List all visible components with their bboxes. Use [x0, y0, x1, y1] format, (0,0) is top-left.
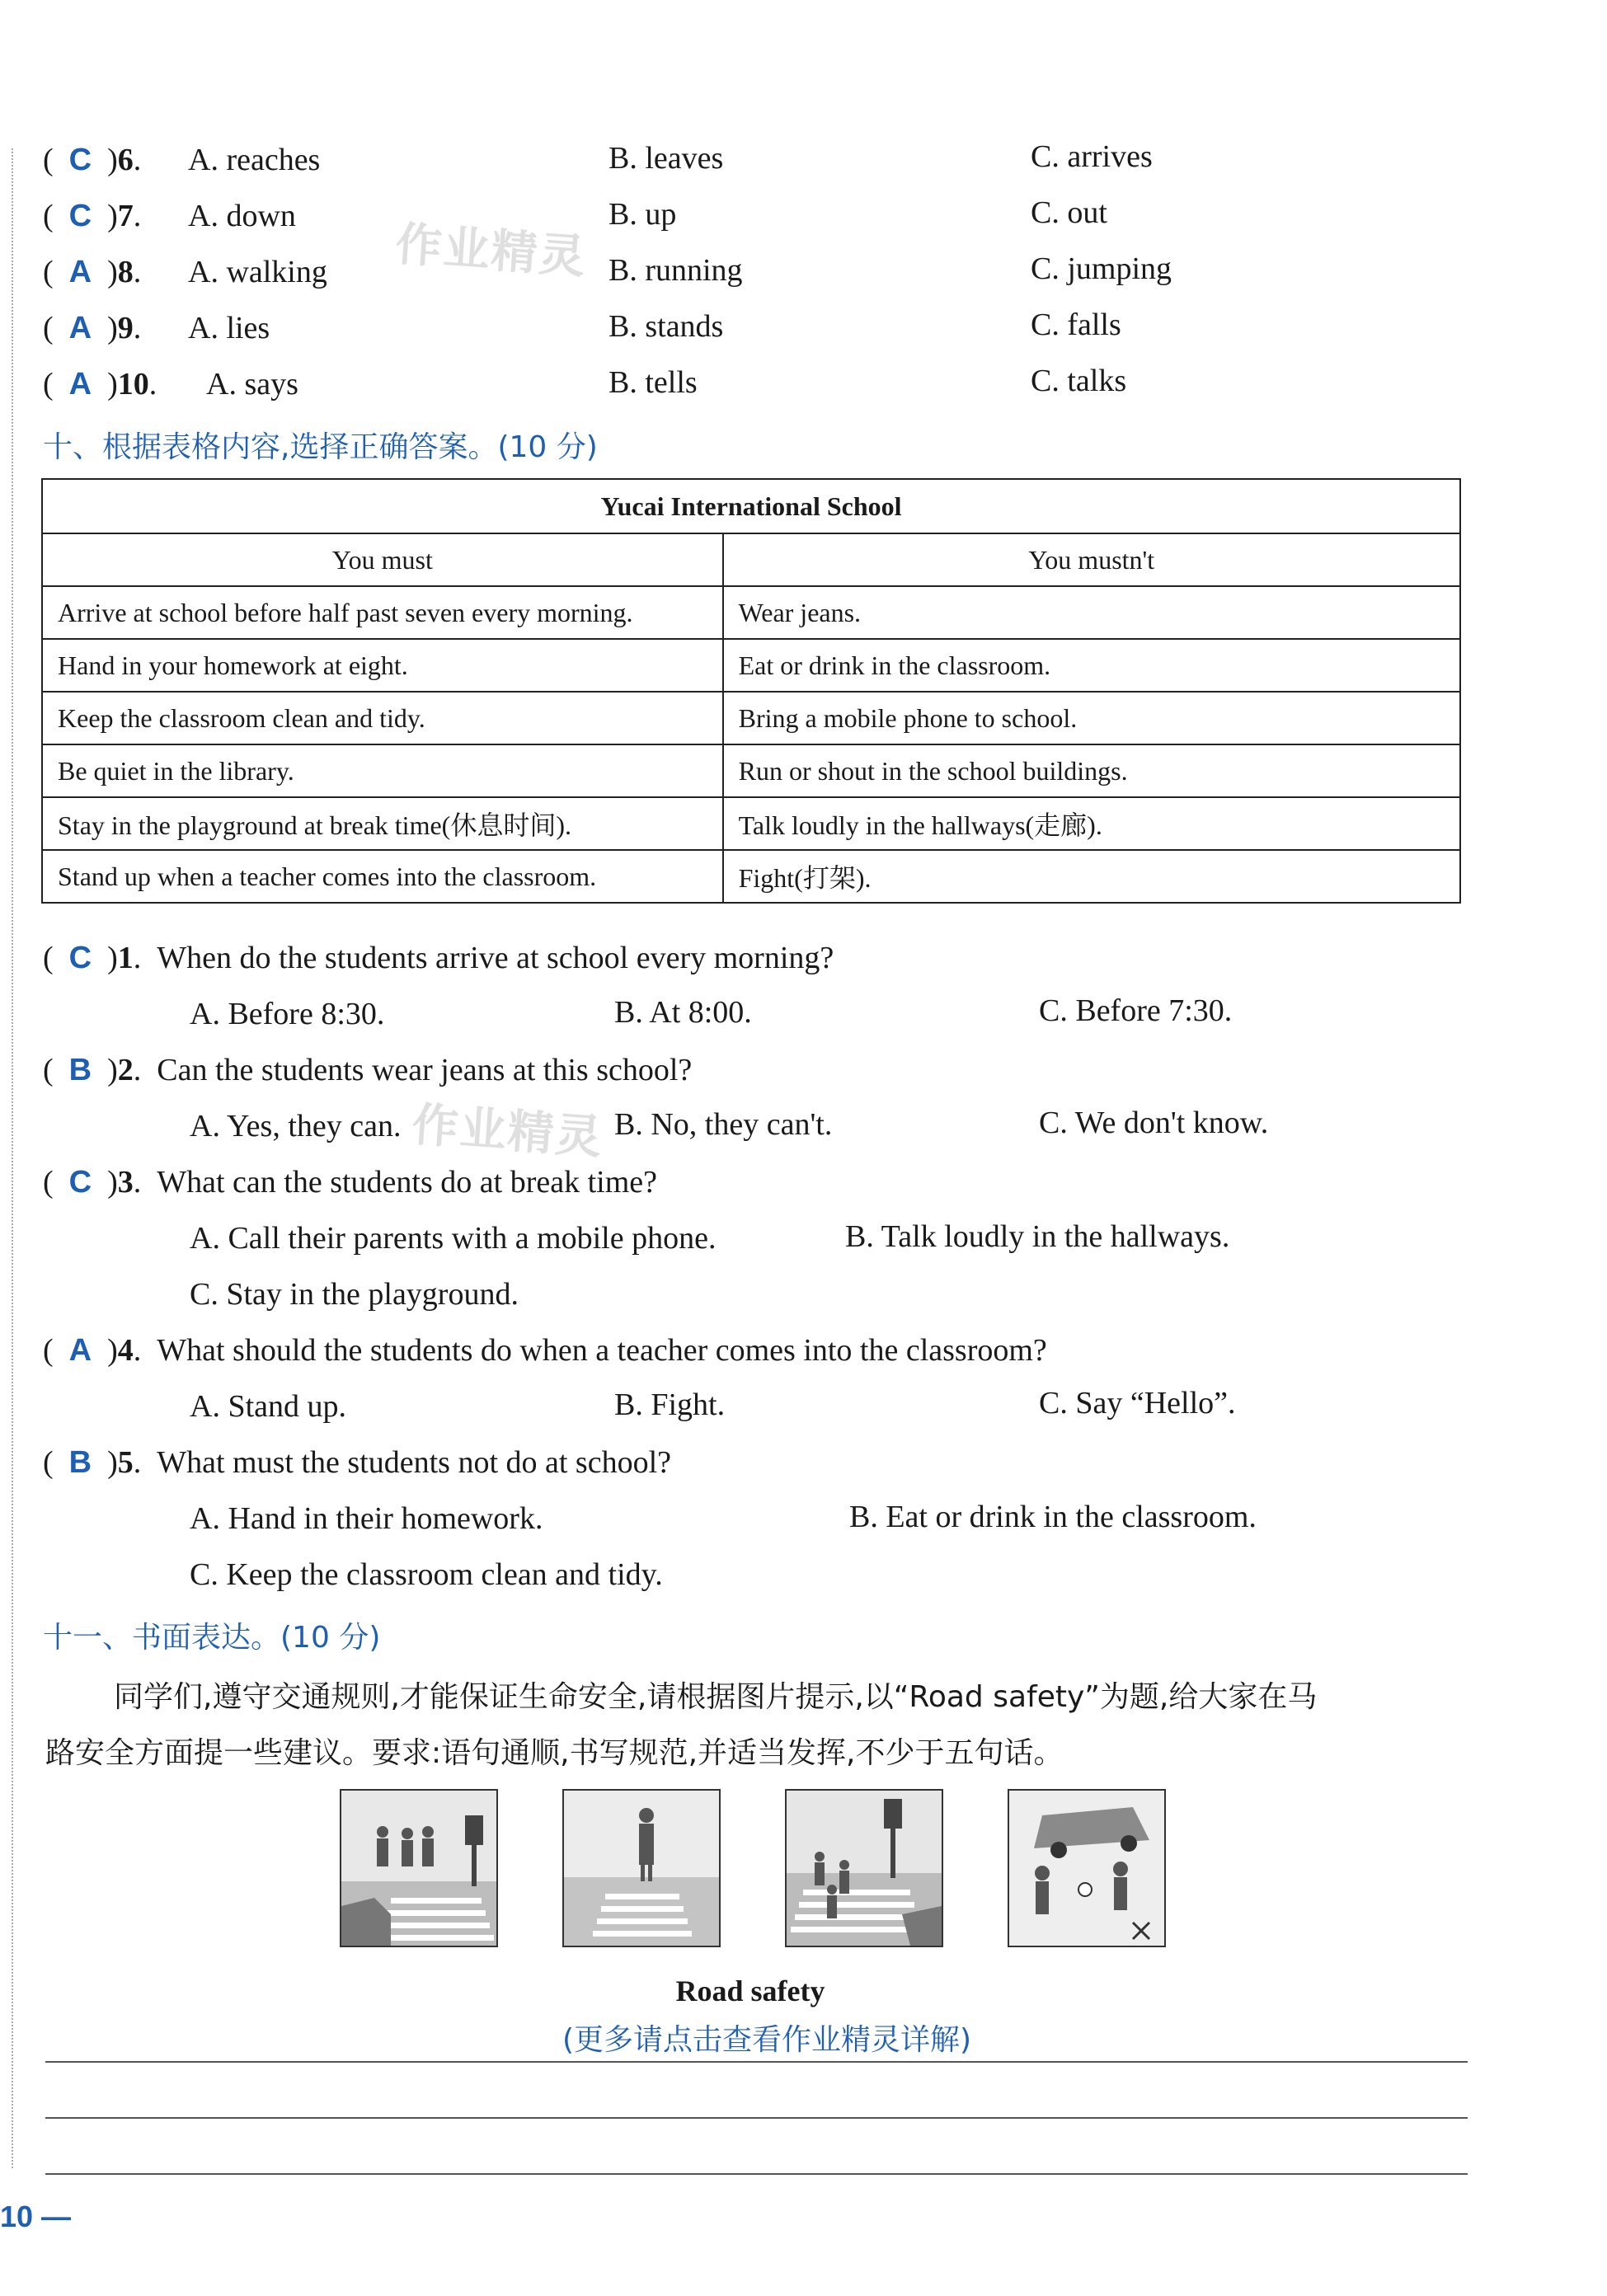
writing-line[interactable]: [45, 2117, 1468, 2119]
question-row: ( B )2. Can the students wear jeans at this school?: [43, 1053, 693, 1087]
road-crossing-illustration: [341, 1791, 496, 1946]
option-b: B. At 8:00.: [614, 995, 752, 1030]
mustnt-cell: Run or shout in the school buildings.: [723, 744, 1460, 797]
table-row: [42, 797, 1460, 850]
girl-crossing-illustration: [564, 1791, 719, 1946]
option-a: A. says: [206, 367, 298, 401]
must-cell: Hand in your homework at eight.: [42, 639, 723, 692]
table-row: [42, 850, 1460, 903]
option-a: A. Before 8:30.: [190, 997, 385, 1031]
option-b: B. Talk loudly in the hallways.: [845, 1219, 1230, 1254]
option-c: C. Stay in the playground.: [190, 1277, 519, 1312]
question-row: ( B )5. What must the students not do at school?: [43, 1445, 671, 1480]
table-title: Yucai International School: [42, 479, 1460, 533]
option-c: C. falls: [1031, 308, 1121, 342]
option-c: C. arrives: [1031, 139, 1153, 174]
picture-crossing-wait: [340, 1789, 498, 1947]
option-b: B. Fight.: [614, 1387, 726, 1422]
option-a: A. reaches: [188, 143, 321, 177]
question-number: 5: [117, 1445, 134, 1480]
question-number: 3: [117, 1165, 134, 1200]
column-header-mustnt: You mustn't: [723, 533, 1460, 586]
writing-line[interactable]: [45, 2061, 1468, 2063]
question-text: What can the students do at break time?: [157, 1165, 657, 1200]
traffic-light-illustration: [787, 1791, 942, 1946]
question-number: 1: [117, 941, 134, 975]
question-text: Can the students wear jeans at this school?: [157, 1053, 693, 1087]
writing-prompt-line-1: 同学们,遵守交通规则,才能保证生命安全,请根据图片提示,以“Road safety”为题,给大家在马: [114, 1680, 1318, 1714]
writing-line[interactable]: [45, 2173, 1468, 2175]
more-details-link[interactable]: (更多请点击查看作业精灵详解): [562, 2023, 972, 2057]
option-b: B. up: [608, 197, 677, 232]
answer-letter: A: [68, 367, 92, 401]
page-number: 10 —: [0, 2200, 72, 2233]
option-c: C. Say “Hello”.: [1039, 1386, 1236, 1420]
answer-letter: B: [68, 1445, 92, 1480]
option-a: A. Call their parents with a mobile phone.: [190, 1221, 717, 1256]
question-text: When do the students arrive at school every morning?: [157, 941, 834, 975]
picture-crossing-girl: [562, 1789, 721, 1947]
section-10-heading: [43, 424, 598, 466]
option-a: A. Hand in their homework.: [190, 1501, 543, 1536]
cloze-row: ( C )7.: [43, 199, 142, 233]
option-b: B. stands: [608, 309, 724, 344]
question-row: ( C )3. What can the students do at break time?: [43, 1165, 657, 1200]
mustnt-cell: Fight(打架).: [723, 850, 1460, 903]
option-b: B. tells: [608, 365, 698, 400]
option-c: C. We don't know.: [1039, 1106, 1269, 1140]
question-number: 9: [117, 311, 134, 345]
margin-guide: [12, 148, 13, 2168]
mustnt-cell: Wear jeans.: [723, 586, 1460, 639]
watermark: 作业精灵: [410, 1097, 605, 1166]
section-title: 十一、书面表达。: [43, 1621, 281, 1655]
option-c: C. talks: [1031, 364, 1127, 398]
mustnt-cell: Eat or drink in the classroom.: [723, 639, 1460, 692]
option-a: A. Yes, they can.: [190, 1109, 402, 1143]
table-row: [42, 692, 1460, 744]
cloze-row: ( C )6.: [43, 143, 142, 177]
question-number: 6: [117, 143, 134, 177]
question-row: ( C )1. When do the students arrive at school every morning?: [43, 941, 834, 975]
answer-letter: C: [68, 1165, 92, 1200]
must-cell: Keep the classroom clean and tidy.: [42, 692, 723, 744]
watermark: 作业精灵: [393, 217, 589, 285]
question-text: What should the students do when a teacher comes into the classroom?: [157, 1333, 1047, 1368]
section-11-heading: [43, 1614, 380, 1656]
mustnt-cell: Talk loudly in the hallways(走廊).: [723, 797, 1460, 850]
option-a: A. down: [188, 199, 296, 233]
option-a: A. walking: [188, 255, 327, 289]
section-title: 十、根据表格内容,选择正确答案。: [43, 430, 498, 464]
playing-football-illustration: [1009, 1791, 1164, 1946]
cloze-row: ( A )8.: [43, 255, 142, 289]
answer-letter: A: [68, 311, 92, 345]
must-cell: Stay in the playground at break time(休息时间).: [42, 797, 723, 850]
question-text: What must the students not do at school?: [157, 1445, 671, 1480]
question-number: 2: [117, 1053, 134, 1087]
cloze-row: ( A )9.: [43, 311, 142, 345]
question-number: 10: [117, 367, 149, 401]
option-a: A. Stand up.: [190, 1389, 346, 1424]
must-cell: Arrive at school before half past seven every morning.: [42, 586, 723, 639]
table-row: [42, 744, 1460, 797]
mustnt-cell: Bring a mobile phone to school.: [723, 692, 1460, 744]
answer-letter: C: [68, 143, 92, 177]
answer-letter: A: [68, 1333, 92, 1368]
option-b: B. No, they can't.: [614, 1107, 833, 1142]
question-number: 4: [117, 1333, 134, 1368]
writing-prompt-line-2: 路安全方面提一些建议。要求:语句通顺,书写规范,并适当发挥,不少于五句话。: [45, 1736, 1064, 1770]
answer-letter: C: [68, 199, 92, 233]
option-b: B. leaves: [608, 141, 724, 176]
option-a: A. lies: [188, 311, 270, 345]
option-c: C. jumping: [1031, 251, 1172, 286]
answer-letter: C: [68, 941, 92, 975]
answer-letter: B: [68, 1053, 92, 1087]
answer-letter: A: [68, 255, 92, 289]
cloze-row: ( A )10.: [43, 367, 157, 401]
option-c: C. out: [1031, 195, 1107, 230]
option-b: B. running: [608, 253, 743, 288]
column-header-must: You must: [42, 533, 723, 586]
table-row: [42, 639, 1460, 692]
question-row: ( A )4. What should the students do when a teacher comes into the classroom?: [43, 1333, 1047, 1368]
rules-table: [41, 478, 1461, 904]
question-number: 7: [117, 199, 134, 233]
table-row: [42, 586, 1460, 639]
question-number: 8: [117, 255, 134, 289]
option-c: C. Before 7:30.: [1039, 993, 1233, 1028]
must-cell: Stand up when a teacher comes into the classroom.: [42, 850, 723, 903]
writing-title: Road safety: [675, 1974, 825, 2007]
option-b: B. Eat or drink in the classroom.: [849, 1500, 1257, 1534]
must-cell: Be quiet in the library.: [42, 744, 723, 797]
picture-playing-on-road: [1008, 1789, 1166, 1947]
picture-traffic-light: [785, 1789, 943, 1947]
section-points: (10 分): [497, 430, 598, 464]
option-c: C. Keep the classroom clean and tidy.: [190, 1557, 663, 1592]
section-points: (10 分): [280, 1621, 381, 1655]
